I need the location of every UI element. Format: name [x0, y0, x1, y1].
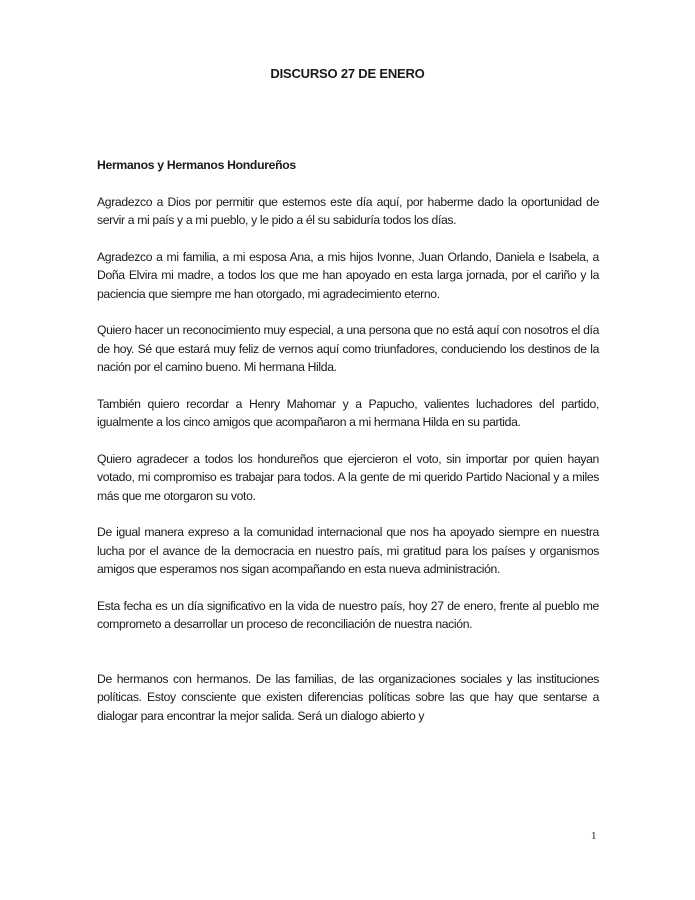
paragraph-3: Quiero hacer un reconocimiento muy especial, a una persona que no está aquí con nosotros el día de hoy. Sé que estará muy feliz de vernos aquí como triunfadores, conduciendo los destinos de la nación por el camino bueno. Mi hermana Hilda. [97, 323, 599, 374]
paragraph-2: Agradezco a mi familia, a mi esposa Ana, a mis hijos Ivonne, Juan Orlando, Daniela e Isabela, a Doña Elvira mi madre, a todos los que me han apoyado en esta larga jornada, por el cariño y la paciencia que siempre me han otorgado, mi agradecimiento eterno. [97, 249, 599, 301]
salutation-heading: Hermanos y Hermanos Hondureños [97, 158, 296, 172]
paragraph-6: De igual manera expreso a la comunidad internacional que nos ha apoyado siempre en nuestra lucha por el avance de la democracia en nuestro país, mi gratitud para los países y organismos amigos que esperamos nos sigan acompañando en esta nueva administración. [97, 525, 599, 576]
paragraph-8: De hermanos con hermanos. De las familias, de las organizaciones sociales y las instituciones políticas. Estoy consciente que existen diferencias políticas sobre las que hay que sentarse a dialogar para encontrar la mejor salida. Será un dialogo abierto y [97, 671, 599, 723]
document-body [97, 156, 599, 743]
paragraph-5: Quiero agradecer a todos los hondureños que ejercieron el voto, sin importar por quien hayan votado, mi compromiso es trabajar para todos. A la gente de mi querido Partido Nacional y a miles más que me otorgaron su voto. [97, 451, 599, 503]
paragraph-4: También quiero recordar a Henry Mahomar y a Papucho, valientes luchadores del partido, igualmente a los cinco amigos que acompañaron a mi hermana Hilda en su partida. [97, 396, 599, 429]
paragraph-7: Esta fecha es un día significativo en la vida de nuestro país, hoy 27 de enero, frente al pueblo me comprometo a desarrollar un proceso de reconciliación de nuestra nación. [97, 598, 599, 631]
document-title: DISCURSO 27 DE ENERO [270, 66, 425, 81]
page-number: 1 [591, 830, 597, 842]
paragraph-1: Agradezco a Dios por permitir que estemos este día aquí, por haberme dado la oportunidad de servir a mi país y a mi pueblo, y le pido a él su sabiduría todos los días. [97, 194, 599, 227]
